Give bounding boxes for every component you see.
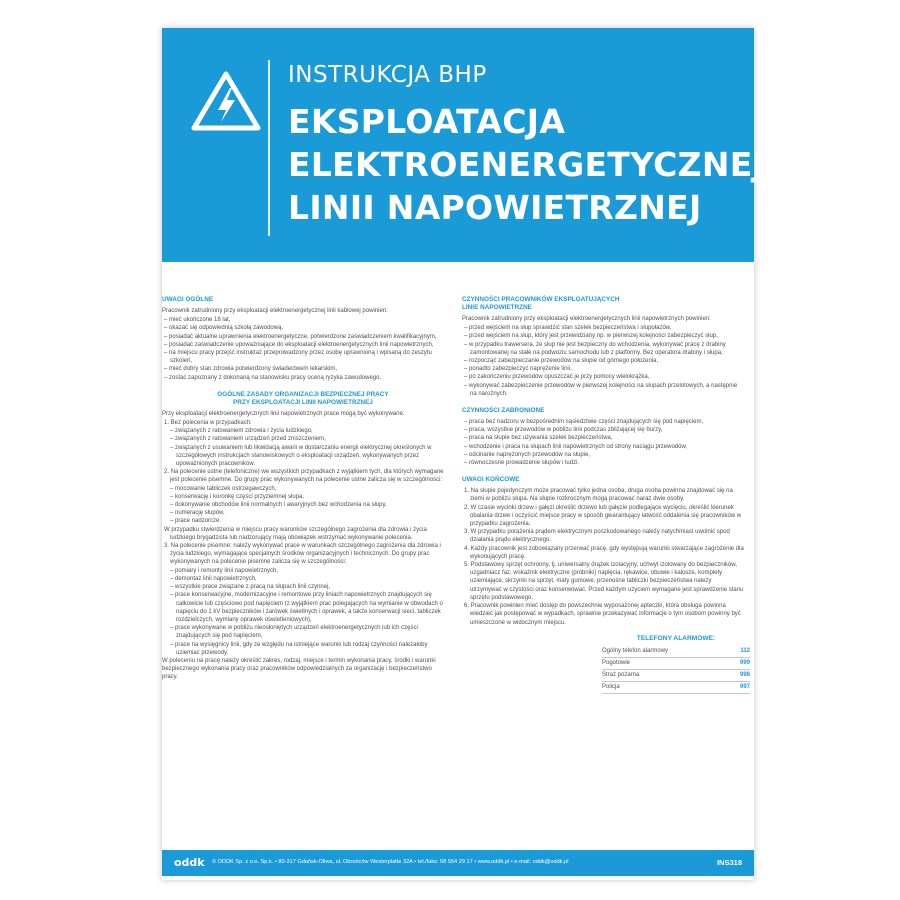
list-item: 5. Podstawowy sprzęt ochronny, tj. uniwersalny drążek izolacyjny, uchwyt izolowany do bezpieczników, uzgadniacz faz, wskaźnik elektryczne (próbniki) napięcia, rękawice, obuwie i kalosze, komplety uziemiające, skrzynki na sprzęt, maty gumowe, przenośne tabliczki bezpieczeństwa należy utrzymywać w czystości oraz konserwować. Przed każdym użyciem wymagane jest sprawdzenie stanu sprzętu podstawowego. — [464, 562, 744, 601]
list-item: – pomiary i remonty linii napowietrznych, — [170, 567, 279, 574]
list-item: – wchodzenie i praca na słupach linii napowietrznych od strony naciągu przewodów, — [464, 443, 688, 450]
phone-label: Straż pożarna — [602, 671, 640, 678]
list-item: – mieć dobry stan zdrowia potwierdzony świadectwem lekarskim, — [164, 366, 338, 373]
list-item: – prace konserwacyjne, modernizacyjne i remontowe przy liniach napowietrznych znajdujących się całkowicie lub częściowo pod napięciem (z wyjątkiem prac polegających na wymianie w obwodach o napięciu do 1 kV bezpieczników i żarówek świetlnych i oprawek, a także konserwacji sieci, tabliczek rozdzielczych, wymiany oprawek oświetleniowych), — [170, 592, 443, 623]
section-intro: Przy eksploatacji elektroenergetycznych linii napowietrznych prace mogą być wykonywane: — [162, 410, 405, 417]
phone-label: Ogólny telefon alarmowy — [602, 647, 669, 654]
footer-address: © ODDK Sp. z o.o. Sp.k. • 80-317 Gdańsk-Oliwa, ul. Obrońców Westerplatte 32A • tel./faks: 58 554 29 17 • www.oddk.pl • e-mail: oddk@oddk.pl — [212, 859, 569, 865]
list-item: – wykonywać zabezpieczenie przewodów w pierwszej kolejności na słupach przelotowych, a następnie na narożnych. — [464, 382, 738, 397]
list-item: – na miejscu pracy przejść instruktaż przeprowadzony przez osobę uprawnioną i wpisaną do zeszytu szkoleń, — [164, 350, 432, 365]
bullet-list — [162, 316, 444, 382]
list-item: W przypadku stwierdzenia w miejscu pracy warunków szczególnego zagrożenia dla zdrowia i życia ludzkiego brygadzista lub nadzorujący mają obowiązek wstrzymać wykonywanie polecenia. — [164, 526, 427, 541]
list-item: 3. Na polecenie pisemne: należy wykonywać prace w warunkach szczególnego zagrożenia dla zdrowia i życia ludzkiego, wymagające specjalnych środków organizacyjnych i technicznych. Do grupy prac wykonywanych na polecenie pisemne zalicza się w szczególności: — [164, 543, 441, 566]
list-item: – praca na słupie bez używania szelek bezpieczeństwa, — [464, 435, 613, 442]
emergency-phones — [602, 635, 750, 694]
bullet-list — [462, 324, 744, 398]
numbered-list — [162, 419, 444, 657]
section-outro: W poleceniu na pracę należy określić zakres, rodzaj, miejsce i termin wykonania pracy, środki i warunki bezpiecznego wykonania pracy oraz pracowników odpowiedzialnych za organizację i bezpieczeństwo pracy. — [162, 657, 436, 681]
title-line: ELEKTROENERGETYCZNEJ — [288, 145, 766, 184]
list-item: – posiadać aktualne uprawnienia elektroenergetyczne, potwierdzone zaświadczeniem kwalifikacyjnym, — [164, 333, 437, 340]
list-item: – związanych z ratowaniem urządzeń przed zniszczeniem, — [170, 436, 326, 443]
phone-row — [602, 658, 750, 670]
phone-row — [602, 670, 750, 682]
list-item: – okazać się odpowiednią szkołą zawodową, — [164, 325, 284, 332]
list-item: – przed wejściem na słup sprawdzić stan szelek bezpieczeństwa i słupołazów, — [464, 325, 672, 332]
list-item: – wszystkie prace związane z pracą na słupach linii czynnej, — [170, 584, 331, 591]
list-item: 6. Pracownik powinien mieć dostęp do powszechnie wyposażonej apteczki, która obsługa powinna wiedzieć jak postępować w wypadkach, sprawnie przekazywać informacje o tym osobom powinny być umieszczone w widocznym miejscu. — [464, 603, 741, 626]
list-item: – dokonywanie obchodów linii normalnych i awaryjnych bez wchodzenia na słupy, — [170, 502, 387, 509]
list-item: – odcinanie naprężonych przewodów na słupie, — [464, 451, 591, 458]
poster-kicker: INSTRUKCJA BHP — [288, 62, 487, 88]
bullet-list — [462, 418, 744, 467]
list-item: – równoczesne prowadzenie słupów i ludzi. — [464, 460, 580, 467]
list-item: – praca, wszystkie przewodów w pobliżu linii podczas zbliżającej się burzy, — [464, 427, 663, 434]
list-item: – mocowanie tabliczek ostrzegawczych, — [170, 485, 277, 492]
list-item: – konserwację i koronkę części przyziemnej słupa, — [170, 493, 305, 500]
title-line: LINII NAPOWIETRZNEJ — [288, 188, 702, 227]
list-item: – demontaż linii napowietrznych, — [170, 575, 257, 582]
section-heading: CZYNNOŚCI PRACOWNIKÓW EKSPLOATUJĄCYCH LINIE NAPOWIETRZNE — [462, 296, 620, 311]
list-item: 1. Na słupie pojedynczym może pracować tylko jedna osoba, druga osoba powinna znajdować się na ziemi w pobliżu słupa. Na słupie rozkrocznym mogą pracować naraz dwie osoby. — [464, 488, 733, 503]
section-heading: UWAGI KOŃCOWE — [462, 476, 520, 484]
oddk-logo: oddk — [174, 856, 205, 869]
list-item: – prace nadzorcze. — [170, 518, 222, 525]
phone-number: 998 — [739, 671, 750, 678]
section-heading: CZYNNOŚCI ZABRONIONE — [462, 407, 545, 415]
section-heading: UWAGI OGÓLNE — [162, 296, 214, 303]
list-item: – rozpocząć zabezpieczanie przewodów na słupie od górnego położenia, — [464, 358, 659, 365]
list-item: 3. W przypadku porażenia prądem elektrycznym poszkodowanego należy natychmiast uwolnić spod działania prądu elektrycznego. — [464, 529, 730, 544]
phone-row — [602, 646, 750, 658]
poster-sheet — [162, 28, 766, 880]
footer-bar — [162, 850, 754, 876]
numbered-list — [462, 487, 744, 626]
section-intro: Pracownik zatrudniony przy eksploatacji elektroenergetycznych linii napowietrznych powinien: — [462, 316, 711, 322]
list-item: 1. Bez polecenia w przypadkach: — [164, 420, 252, 427]
phone-number: 997 — [739, 683, 750, 690]
section-heading: OGÓLNE ZASADY ORGANIZACJI BEZPIECZNEJ PRACY PRZY EKSPLOATACJI LINII NAPOWIETRZNEJ — [217, 390, 389, 406]
list-item: – po zakończeniu przewodów opuszczać je przy pomocy wielokrążka, — [464, 374, 650, 381]
phone-number: 112 — [740, 647, 750, 654]
phone-label: Policja — [602, 683, 620, 690]
list-item: – przed wejściem na słup, który jest przewidziany np. w pierwszej kolejności zabezpieczyć słup, — [464, 333, 718, 340]
poster-title — [288, 100, 765, 229]
left-column — [162, 290, 444, 683]
list-item: – zostać zapoznany z dokonaną na stanowisku pracy oceną ryzyka zawodowego. — [164, 374, 382, 381]
list-item: – praca bez nadzoru w bezpośrednim sąsiedztwie części znajdujących się pod napięciem, — [464, 419, 704, 426]
list-item: – prace na wysięgnicy linii, gdy ze względu na istniejące warunki lub rodzaj czynności należałoby uziemiać przewody. — [170, 641, 428, 656]
phones-title: TELEFONY ALARMOWE: — [636, 634, 716, 642]
list-item: – związanych z usuwaniem lub likwidacją awarii w dostarczaniu energii elektrycznej określonych w szczegółowych instrukcjach stanowiskowych o eksploatacji urządzeń, wykonywanych przez upoważnionych pracowników. — [170, 444, 432, 468]
right-column — [462, 290, 750, 694]
list-item: 2. Na polecenie ustne (telefoniczne) we wszystkich przypadkach z wyjątkiem tych, dla których wymagane jest polecenie pisemne. Do grupy prac wykonywanych na polecenie ustne zalicza się w szczególności: — [164, 469, 444, 484]
list-item: – mieć ukończone 18 lat, — [164, 317, 231, 324]
header-divider — [268, 60, 270, 236]
title-line: EKSPLOATACJA — [288, 102, 566, 141]
high-voltage-warning-icon — [190, 70, 262, 132]
list-item: – posiadać zaświadczenie upoważniające do eksploatacji elektroenergetycznych linii napowietrznych, — [164, 341, 434, 348]
section-intro: Pracownik zatrudniony przy eksploatacji elektroenergetycznej linii kablowej powinien: — [162, 308, 388, 314]
phone-row — [602, 682, 750, 694]
list-item: 2. W czasie wycinki drzew i gałęzi określić drzewo lub gałęzie podlegające wycięciu, określić kierunek obalania drzew i oczyścić miejsce pracy w sposób gwarantujący łatwość oddalenia się pracowników w przypadku zagrożenia. — [464, 504, 742, 528]
list-item: 4. Każdy pracownik jest zobowiązany przerwać pracę, gdy występują warunki stwarzające zagrożenie dla wykonujących pracę. — [464, 545, 744, 560]
phone-label: Pogotowie — [602, 659, 631, 666]
list-item: – numerację słupów, — [170, 510, 225, 517]
list-item: – ponadto zabezpieczyć naprężenie linii, — [464, 366, 572, 373]
list-item: – związanych z ratowaniem zdrowia i życia ludzkiego, — [170, 428, 313, 435]
product-code: INS318 — [716, 858, 742, 867]
list-item: – w przypadku trawersera, że słup nie jest bezpieczny do wchodzenia, wykonywać pracę z drabiny zamontowanej na stałe na podwoziu samochodu lub z platformy. Bez operatora drabiny i słupa, — [464, 341, 726, 356]
list-item: – prace wykonywane w pobliżu nieosłoniętych urządzeń elektroenergetycznych lub ich części znajdujących się pod napięciem, — [170, 625, 418, 640]
header-banner — [162, 28, 766, 262]
phone-number: 999 — [739, 659, 750, 666]
